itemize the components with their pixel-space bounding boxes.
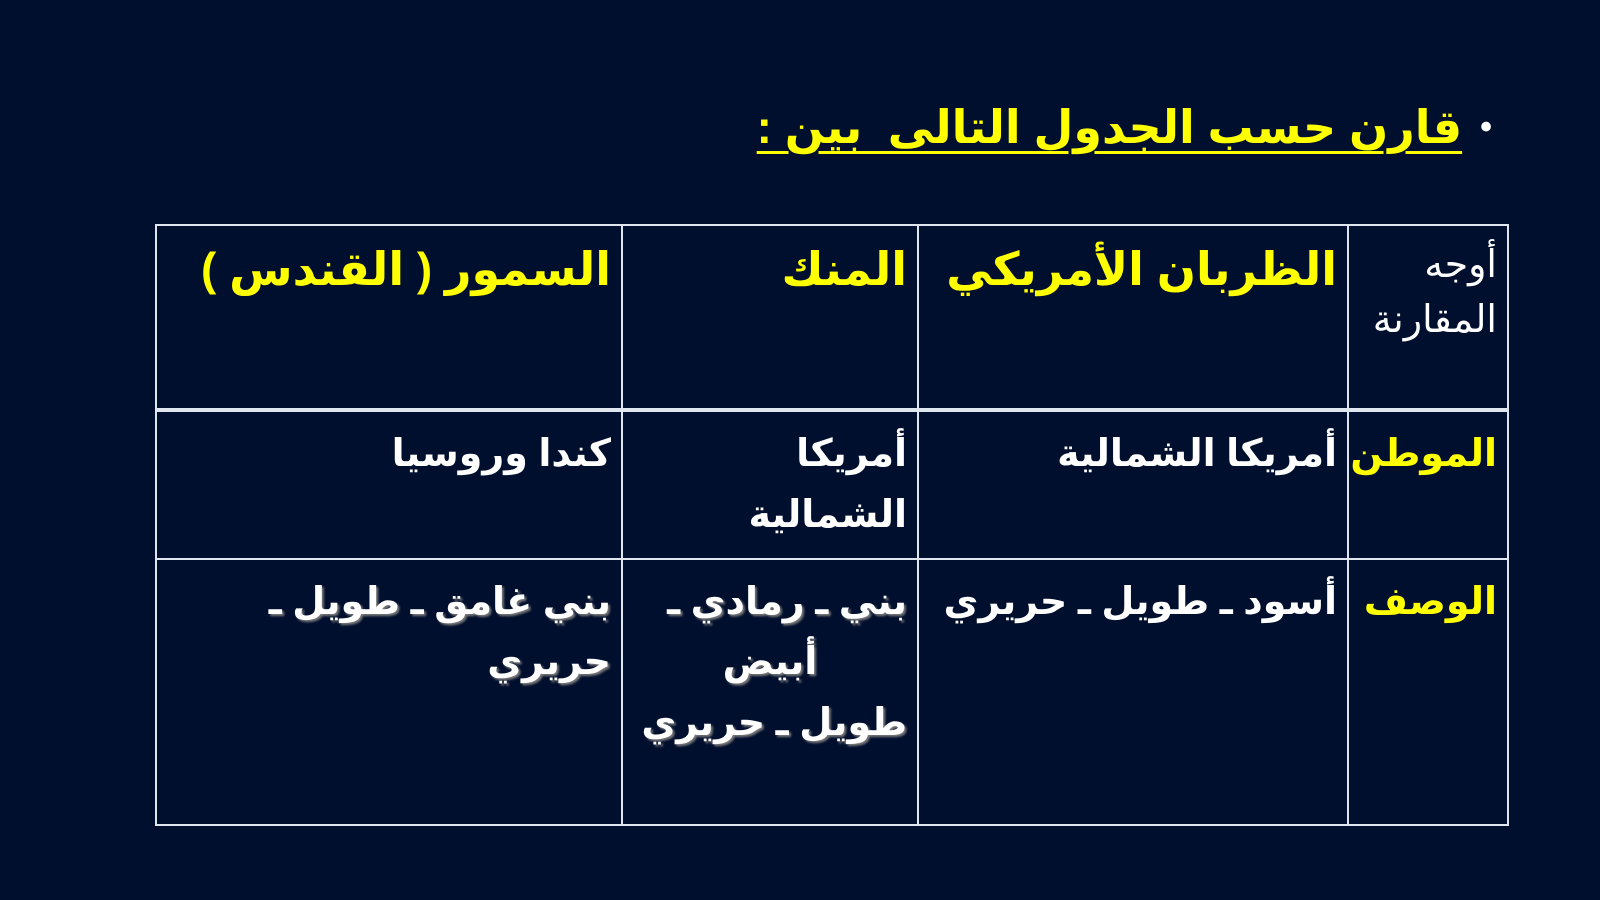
cell-line: بني ـ رمادي ـ <box>667 580 907 623</box>
cell-description-sable <box>156 559 622 825</box>
cell-line: أسود ـ طويل ـ حريري <box>943 580 1337 623</box>
table-row-description <box>156 559 1508 825</box>
row-label-habitat: الموطن <box>1348 410 1508 559</box>
corner-header-line: أوجه <box>1424 244 1497 286</box>
cell-habitat-skunk <box>918 410 1348 559</box>
cell-habitat-mink <box>622 410 918 559</box>
slide-title <box>757 100 1492 155</box>
comparison-table <box>155 224 1509 826</box>
corner-header-line: المقارنة <box>1372 299 1497 342</box>
column-header-sable: السمور ( القندس ) <box>156 225 622 410</box>
cell-line: أمريكا الشمالية <box>1057 433 1337 475</box>
cell-line: بني غامق ـ طويل ـ <box>268 580 611 623</box>
table-row-habitat <box>156 410 1508 559</box>
row-label-description: الوصف <box>1348 559 1508 825</box>
column-header-skunk: الظربان الأمريكي <box>918 225 1348 410</box>
title-text: قارن حسب الجدول التالى بين : <box>756 101 1463 153</box>
column-header-mink: المنك <box>622 225 918 410</box>
cell-line: أمريكا الشمالية <box>748 433 907 536</box>
corner-header-cell <box>1348 225 1508 410</box>
cell-line: حريري <box>487 641 611 684</box>
cell-description-mink <box>622 559 918 825</box>
cell-line: طويل ـ حريري <box>641 702 907 745</box>
bullet-point: • <box>1480 108 1492 147</box>
table-header-row <box>156 225 1508 410</box>
cell-habitat-sable <box>156 410 622 559</box>
cell-line: كندا وروسيا <box>391 433 611 475</box>
cell-description-skunk <box>918 559 1348 825</box>
cell-line: أبيض <box>722 641 818 684</box>
